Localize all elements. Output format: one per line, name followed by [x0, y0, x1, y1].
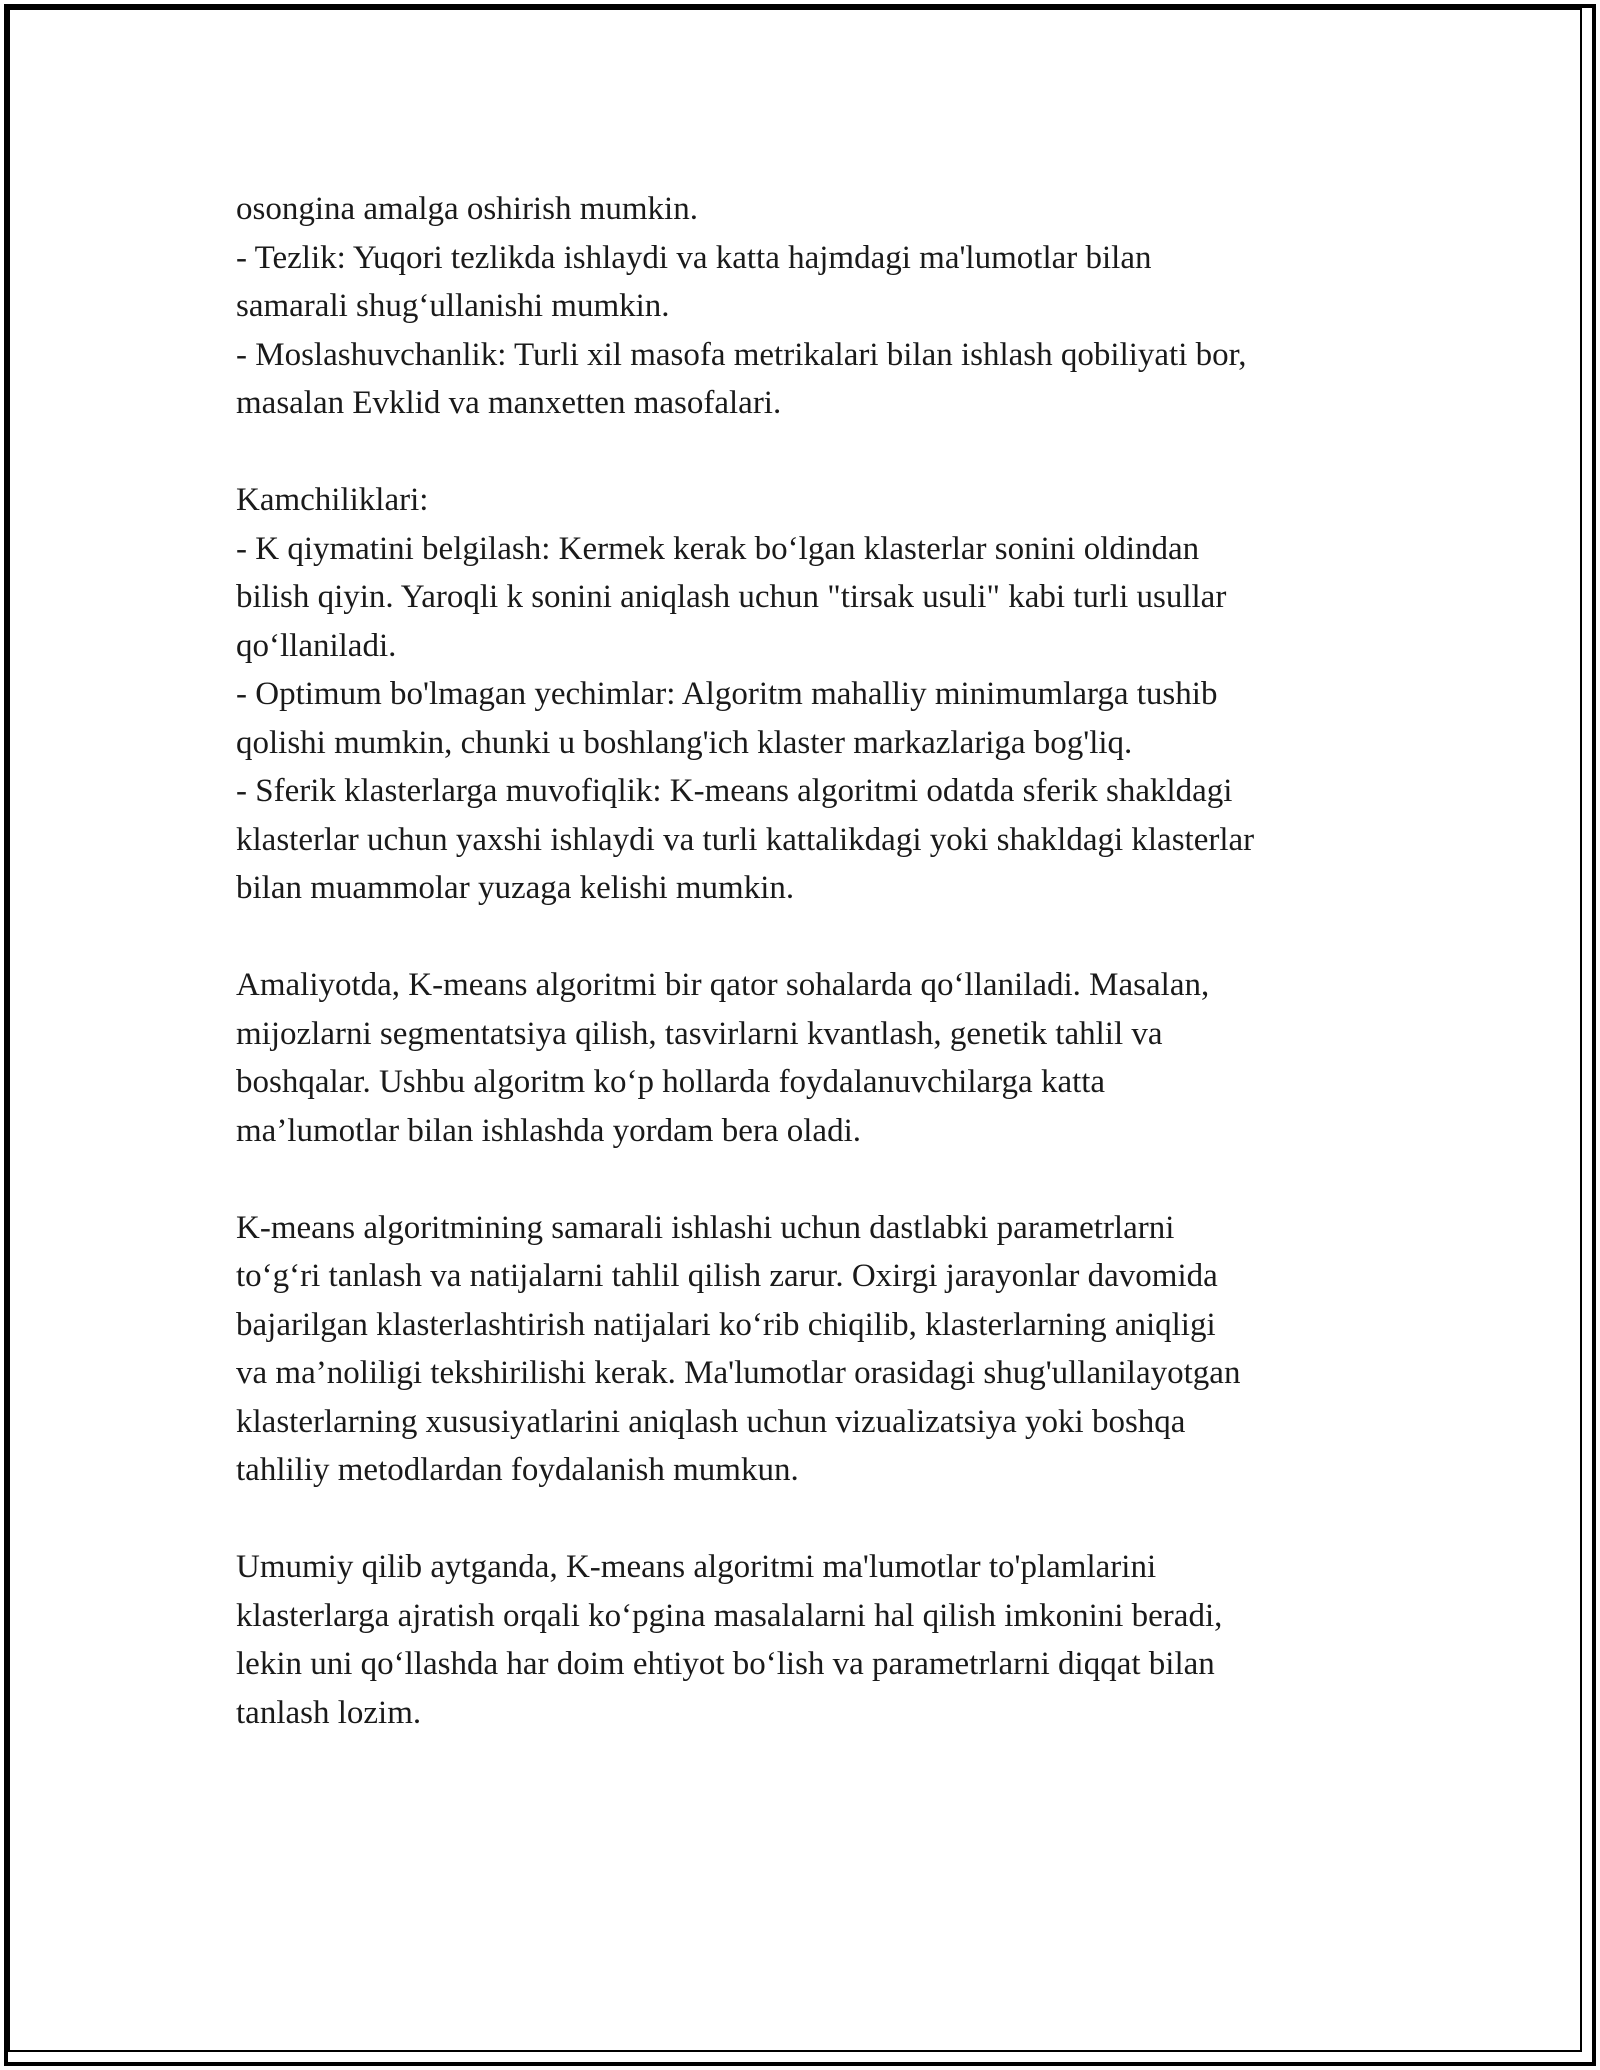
text-line: to‘g‘ri tanlash va natijalarni tahlil qilish zarur. Oxirgi jarayonlar davomida	[236, 1258, 1218, 1294]
paragraph-spacer	[236, 1495, 1416, 1544]
text-line: samarali shug‘ullanishi mumkin.	[236, 288, 670, 324]
paragraph-practice	[236, 961, 1416, 1155]
text-line: klasterlar uchun yaxshi ishlaydi va turli kattalikdagi yoki shakldagi klasterlar	[236, 821, 1255, 858]
text-line: osongina amalga oshirish mumkin.	[236, 191, 698, 227]
text-line: bilan muammolar yuzaga kelishi mumkin.	[236, 870, 795, 906]
paragraph-parameters	[236, 1204, 1416, 1495]
text-line: - Tezlik: Yuqori tezlikda ishlaydi va katta hajmdagi ma'lumotlar bilan	[236, 239, 1152, 276]
text-line: - Sferik klasterlarga muvofiqlik: K-means algoritmi odatda sferik shakldagi	[236, 773, 1233, 809]
text-line: K-means algoritmining samarali ishlashi uchun dastlabki parametrlarni	[236, 1209, 1175, 1246]
paragraph-spacer	[236, 913, 1416, 962]
text-line: - Optimum bo'lmagan yechimlar: Algoritm mahalliy minimumlarga tushib	[236, 676, 1218, 712]
text-line: bajarilgan klasterlashtirish natijalari ko‘rib chiqilib, klasterlarning aniqligi	[236, 1306, 1216, 1343]
text-line: tahliliy metodlardan foydalanish mumkun.	[236, 1452, 799, 1488]
text-line: mijozlarni segmentatsiya qilish, tasvirlarni kvantlash, genetik tahlil va	[236, 1015, 1163, 1052]
text-line: - K qiymatini belgilash: Kermek kerak bo‘lgan klasterlar sonini oldindan	[236, 530, 1200, 567]
text-line: masalan Evklid va manxetten masofalari.	[236, 385, 782, 421]
text-line: ma’lumotlar bilan ishlashda yordam bera oladi.	[236, 1112, 861, 1149]
text-line: klasterlarga ajratish orqali ko‘pgina masalalarni hal qilish imkonini beradi,	[236, 1597, 1223, 1634]
text-line: Umumiy qilib aytganda, K-means algoritmi ma'lumotlar to'plamlarini	[236, 1549, 1157, 1585]
paragraph-advantages-tail	[236, 185, 1416, 428]
paragraph-spacer	[236, 428, 1416, 477]
paragraph-conclusion	[236, 1543, 1416, 1737]
text-line: va ma’noliligi tekshirilishi kerak. Ma'lumotlar orasidagi shug'ullanilayotgan	[236, 1355, 1241, 1391]
text-line: Amaliyotda, K-means algoritmi bir qator sohalarda qo‘llaniladi. Masalan,	[236, 967, 1210, 1003]
paragraph-spacer	[236, 1155, 1416, 1204]
paragraph-disadvantages	[236, 476, 1416, 913]
document-body	[236, 185, 1416, 1737]
text-line: qo‘llaniladi.	[236, 627, 397, 664]
text-line: bilish qiyin. Yaroqli k sonini aniqlash uchun "tirsak usuli" kabi turli usullar	[236, 579, 1227, 615]
section-heading: Kamchiliklari:	[236, 482, 429, 518]
text-line: tanlash lozim.	[236, 1694, 422, 1731]
text-line: - Moslashuvchanlik: Turli xil masofa metrikalari bilan ishlash qobiliyati bor,	[236, 336, 1247, 373]
text-line: boshqalar. Ushbu algoritm ko‘p hollarda foydalanuvchilarga katta	[236, 1064, 1106, 1100]
text-line: klasterlarning xususiyatlarini aniqlash uchun vizualizatsiya yoki boshqa	[236, 1403, 1186, 1440]
text-line: qolishi mumkin, chunki u boshlang'ich klaster markazlariga bog'liq.	[236, 724, 1133, 761]
text-line: lekin uni qo‘llashda har doim ehtiyot bo‘lish va parametrlarni diqqat bilan	[236, 1646, 1215, 1682]
